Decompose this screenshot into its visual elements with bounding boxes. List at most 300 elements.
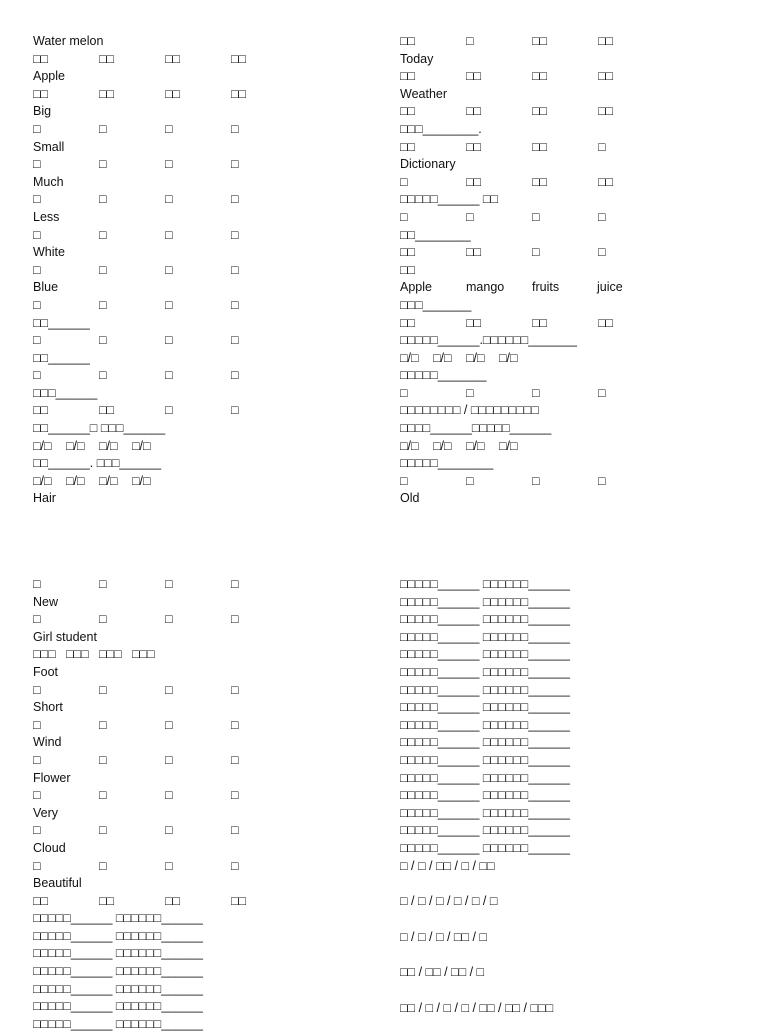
option-1: □ (400, 174, 408, 189)
option-1: □□ (33, 86, 49, 101)
option-4: □ (231, 262, 239, 277)
answer-options (400, 139, 730, 157)
option-1: □□ (400, 245, 416, 260)
question-line (400, 770, 730, 788)
option-1: □ (33, 577, 41, 591)
question-text: Much (33, 174, 64, 189)
option-2: □ (99, 752, 107, 767)
answer-options (33, 402, 333, 420)
question-line (33, 910, 333, 928)
question-line (33, 68, 333, 86)
option-4: □ (231, 858, 239, 873)
question-text: Foot (33, 664, 59, 679)
question-text: □□□□□________ (400, 456, 494, 471)
option-3: □□ (165, 893, 181, 908)
option-2: □/□ (66, 438, 85, 453)
option-4: □ (231, 682, 239, 697)
option-3: □ (165, 227, 173, 242)
question-line (33, 629, 333, 647)
question-text: □□□□□______ □□□□□□______ (400, 629, 570, 644)
question-text: □□□□□______ □□□□□□______ (400, 788, 570, 803)
option-1: □ (33, 368, 41, 383)
question-text: □□□□□□□□ / □□□□□□□□□ (400, 403, 539, 418)
question-text: □□□□□______.□□□□□□_______ (400, 333, 577, 348)
option-3: □/□ (466, 438, 485, 453)
option-3: □ (165, 823, 173, 838)
option-4: □ (231, 403, 239, 418)
question-line (400, 490, 730, 508)
answer-options (400, 68, 730, 86)
true-false-options (33, 438, 333, 456)
option-4: □□ (598, 315, 614, 330)
option-4: □/□ (499, 350, 518, 365)
question-line (33, 490, 333, 508)
option-3: fruits (532, 280, 560, 295)
question-text: □ / □ / □□ / □ / □□ (400, 858, 495, 873)
question-line (400, 964, 730, 982)
question-text: □□□□□______ □□□□□□______ (33, 1016, 203, 1031)
option-1: □ (33, 823, 41, 838)
option-2: □ (99, 227, 107, 242)
question-line (400, 191, 730, 209)
answer-options (400, 103, 730, 121)
option-1: □ (33, 192, 41, 207)
option-1: □□ (33, 893, 49, 908)
answer-options (400, 174, 730, 192)
option-4: □ (231, 788, 239, 803)
option-2: □ (466, 209, 474, 224)
answer-options (33, 121, 333, 139)
question-text: □□ / □□ / □□ / □ (400, 965, 485, 980)
option-2: □□ (466, 69, 482, 84)
question-line (400, 297, 730, 315)
option-2: □ (99, 368, 107, 383)
question-line (400, 646, 730, 664)
question-text: □□□□□______ □□□□□□______ (400, 647, 570, 662)
option-3: □□ (532, 174, 548, 189)
option-3: □ (165, 157, 173, 172)
question-line (33, 174, 333, 192)
question-text: □□□□______□□□□□______ (400, 421, 552, 436)
option-3: □ (165, 333, 173, 348)
answer-options (33, 227, 333, 245)
option-1: □□ (400, 315, 416, 330)
question-line (33, 420, 333, 438)
question-text: □□ / □ / □ / □ / □□ / □□ / □□□ (400, 1000, 554, 1015)
question-line (400, 332, 730, 350)
option-2: □□ (466, 174, 482, 189)
question-text: □□□□□_______ (400, 368, 487, 383)
question-text: □□□□□______ □□□□□□______ (400, 735, 570, 750)
question-line (400, 576, 730, 594)
option-2: □ (99, 612, 107, 627)
question-line (400, 664, 730, 682)
option-2: □ (466, 473, 474, 488)
question-text: □□______ (33, 350, 90, 365)
option-4: □□ (231, 51, 247, 66)
option-3: □/□ (99, 438, 118, 453)
option-4: □/□ (499, 438, 518, 453)
question-text: □□______. □□□______ (33, 456, 162, 471)
option-1: □□ (33, 403, 49, 418)
answer-options (33, 332, 333, 350)
question-text: □□□□□______ □□□□□□______ (400, 805, 570, 820)
question-text: Girl student (33, 629, 97, 644)
option-3: □ (165, 403, 173, 418)
option-2: □ (99, 717, 107, 732)
question-text: Weather (400, 86, 448, 101)
question-line (400, 787, 730, 805)
question-text: □□□______ (33, 385, 98, 400)
option-4: □□ (598, 34, 614, 48)
answer-options (33, 717, 333, 735)
option-3: □/□ (99, 473, 118, 488)
option-1: □ (33, 612, 41, 627)
option-4: □/□ (132, 438, 151, 453)
question-line (400, 227, 730, 245)
question-text: □□□□□______ □□ (400, 192, 499, 207)
question-line (400, 1000, 730, 1018)
question-text: □□□□□______ □□□□□□______ (33, 946, 203, 961)
question-text: □□□□□______ □□□□□□______ (400, 840, 570, 855)
option-3: □ (165, 612, 173, 627)
question-text: Very (33, 805, 59, 820)
question-line (33, 734, 333, 752)
question-line (33, 455, 333, 473)
option-1: □/□ (33, 473, 52, 488)
option-2: □ (466, 34, 474, 48)
question-line (400, 699, 730, 717)
option-3: □ (165, 682, 173, 697)
option-3: □ (165, 192, 173, 207)
option-4: □ (231, 121, 239, 136)
option-2: □□ (466, 245, 482, 260)
option-3: □ (532, 209, 540, 224)
option-2: □/□ (433, 438, 452, 453)
question-text: □□□□□______ □□□□□□______ (400, 770, 570, 785)
option-1: □□ (33, 51, 49, 66)
answer-options (33, 576, 333, 594)
option-2: □ (99, 682, 107, 697)
option-1: □□ (400, 69, 416, 84)
question-line (33, 998, 333, 1016)
question-line (400, 805, 730, 823)
option-2: □□□ (66, 647, 89, 662)
question-line (33, 981, 333, 999)
answer-options (400, 209, 730, 227)
option-2: □/□ (66, 473, 85, 488)
question-line (33, 385, 333, 403)
question-text: □□______ (33, 315, 90, 330)
question-text: □□________ (400, 227, 471, 242)
option-2: □□ (99, 51, 115, 66)
question-line (400, 893, 730, 911)
option-1: □ (33, 262, 41, 277)
option-3: □ (165, 717, 173, 732)
answer-options (33, 367, 333, 385)
option-2: □ (99, 858, 107, 873)
question-text: □□□□□______ □□□□□□______ (400, 664, 570, 679)
question-text: □□□□□______ □□□□□□______ (33, 981, 203, 996)
option-2: mango (466, 280, 505, 295)
question-text: □□□________. (400, 121, 482, 136)
question-text: □□□□□______ □□□□□□______ (33, 928, 203, 943)
question-text: □□□□□______ □□□□□□______ (400, 823, 570, 838)
option-1: □□□ (33, 647, 56, 662)
question-line (400, 51, 730, 69)
option-4: □□ (598, 69, 614, 84)
question-text: □ / □ / □ / □ / □ / □ (400, 894, 498, 909)
question-line (400, 858, 730, 876)
question-line (33, 928, 333, 946)
question-line (400, 717, 730, 735)
option-3: □ (532, 245, 540, 260)
option-1: □ (33, 121, 41, 136)
question-line (400, 420, 730, 438)
option-3: □□ (532, 139, 548, 154)
answer-options (400, 33, 730, 51)
option-4: □□□ (132, 647, 155, 662)
question-line (33, 945, 333, 963)
answer-options (400, 315, 730, 333)
option-1: □/□ (400, 350, 419, 365)
question-line (33, 875, 333, 893)
option-4: □ (231, 333, 239, 348)
question-line (33, 664, 333, 682)
question-text: White (33, 245, 65, 260)
option-2: □ (99, 157, 107, 172)
answer-options (400, 244, 730, 262)
question-text: Water melon (33, 34, 104, 48)
option-4: □ (598, 385, 606, 400)
spacer (400, 946, 730, 964)
question-text: Flower (33, 770, 71, 785)
question-line (400, 682, 730, 700)
option-1: □/□ (400, 438, 419, 453)
question-line (400, 367, 730, 385)
question-line (33, 139, 333, 157)
question-line (400, 752, 730, 770)
option-1: □ (33, 858, 41, 873)
question-text: Old (400, 491, 420, 506)
question-line (33, 699, 333, 717)
option-3: □□ (532, 104, 548, 119)
option-1: □ (33, 333, 41, 348)
question-line (400, 822, 730, 840)
option-1: □ (33, 157, 41, 172)
option-1: □/□ (33, 438, 52, 453)
answer-options (33, 646, 333, 664)
option-3: □ (165, 297, 173, 312)
answer-options (33, 297, 333, 315)
question-line (33, 594, 333, 612)
option-3: □□ (165, 51, 181, 66)
question-text: Apple (33, 69, 65, 84)
question-line (400, 156, 730, 174)
question-text: Blue (33, 280, 59, 295)
question-line (400, 611, 730, 629)
answer-options (33, 262, 333, 280)
option-4: □/□ (132, 473, 151, 488)
option-3: □ (532, 473, 540, 488)
option-2: □ (99, 577, 107, 591)
question-text: Less (33, 209, 60, 224)
question-line (400, 929, 730, 947)
option-3: □□ (532, 34, 548, 48)
question-text: Wind (33, 735, 62, 750)
option-1: Apple (400, 280, 432, 295)
answer-options (400, 279, 730, 297)
option-1: □ (33, 297, 41, 312)
question-text: □□□□□______ □□□□□□______ (400, 700, 570, 715)
option-3: □ (165, 858, 173, 873)
option-2: □ (466, 385, 474, 400)
option-1: □ (33, 717, 41, 732)
option-4: □ (231, 823, 239, 838)
option-1: □ (33, 788, 41, 803)
option-1: □ (400, 385, 408, 400)
question-text: □□□□□______ □□□□□□______ (400, 594, 570, 609)
option-3: □ (165, 788, 173, 803)
question-line (33, 350, 333, 368)
option-4: □ (231, 192, 239, 207)
option-4: □ (231, 717, 239, 732)
option-4: □ (231, 612, 239, 627)
option-1: □□ (400, 139, 416, 154)
question-line (33, 840, 333, 858)
option-4: □□ (231, 86, 247, 101)
question-text: □ / □ / □ / □□ / □ (400, 929, 487, 944)
option-2: □ (99, 262, 107, 277)
question-text: □□□□□______ □□□□□□______ (400, 752, 570, 767)
true-false-options (400, 438, 730, 456)
question-text: □□□_______ (400, 297, 472, 312)
option-2: □ (99, 297, 107, 312)
option-1: □ (400, 209, 408, 224)
option-3: □/□ (466, 350, 485, 365)
option-1: □ (33, 682, 41, 697)
option-4: □ (231, 157, 239, 172)
option-3: □□ (532, 69, 548, 84)
option-3: □□ (165, 86, 181, 101)
question-text: □□□□□______ □□□□□□______ (400, 717, 570, 732)
question-line (33, 1016, 333, 1033)
answer-options (33, 86, 333, 104)
answer-options (33, 822, 333, 840)
question-text: □□□□□______ □□□□□□______ (33, 911, 203, 926)
answer-options (33, 787, 333, 805)
option-4: □ (598, 245, 606, 260)
option-2: □ (99, 192, 107, 207)
question-line (33, 963, 333, 981)
question-text: New (33, 594, 59, 609)
option-3: □ (165, 577, 173, 591)
option-4: □ (231, 227, 239, 242)
option-4: □ (231, 752, 239, 767)
question-text: Short (33, 700, 63, 715)
option-4: □ (598, 209, 606, 224)
option-1: □ (400, 473, 408, 488)
option-2: □ (99, 823, 107, 838)
option-4: juice (597, 280, 623, 295)
option-1: □ (33, 227, 41, 242)
question-line (400, 455, 730, 473)
option-4: □ (231, 577, 239, 591)
option-4: □□ (598, 174, 614, 189)
answer-options (33, 858, 333, 876)
question-line (400, 86, 730, 104)
option-2: □/□ (433, 350, 452, 365)
worksheet-bottom-left (33, 576, 333, 1033)
question-line (33, 805, 333, 823)
option-4: □ (231, 368, 239, 383)
question-text: Dictionary (400, 157, 456, 172)
question-line (400, 734, 730, 752)
option-4: □ (598, 473, 606, 488)
question-line (400, 262, 730, 280)
option-3: □□□ (99, 647, 122, 662)
answer-options (33, 156, 333, 174)
option-2: □ (99, 788, 107, 803)
question-line (400, 402, 730, 420)
option-2: □□ (466, 315, 482, 330)
question-text: Small (33, 139, 65, 154)
option-2: □ (99, 121, 107, 136)
answer-options (400, 473, 730, 491)
option-2: □□ (99, 403, 115, 418)
true-false-options (33, 473, 333, 491)
answer-options (33, 611, 333, 629)
answer-options (33, 51, 333, 69)
question-line (33, 315, 333, 333)
worksheet-bottom-right (400, 576, 730, 1017)
question-text: □□□□□______ □□□□□□______ (400, 577, 570, 591)
worksheet-top-left (33, 33, 333, 508)
true-false-options (400, 350, 730, 368)
answer-options (33, 752, 333, 770)
question-line (33, 770, 333, 788)
option-4: □□ (231, 893, 247, 908)
answer-options (33, 191, 333, 209)
answer-options (400, 385, 730, 403)
option-1: □□ (400, 34, 416, 48)
question-line (400, 121, 730, 139)
answer-options (33, 893, 333, 911)
answer-options (33, 682, 333, 700)
spacer (400, 911, 730, 929)
option-4: □ (231, 297, 239, 312)
question-text: Cloud (33, 840, 66, 855)
option-4: □□ (598, 104, 614, 119)
option-4: □ (598, 139, 606, 154)
question-text: Beautiful (33, 876, 82, 891)
worksheet-top-right (400, 33, 730, 508)
question-line (400, 840, 730, 858)
question-text: □□□□□______ □□□□□□______ (400, 682, 570, 697)
option-3: □ (165, 752, 173, 767)
option-2: □ (99, 333, 107, 348)
option-1: □ (33, 752, 41, 767)
question-line (400, 629, 730, 647)
question-text: □□□□□______ □□□□□□______ (33, 999, 203, 1014)
question-line (33, 209, 333, 227)
question-text: □□ (400, 262, 416, 277)
question-text: Today (400, 51, 434, 66)
question-line (33, 279, 333, 297)
spacer (400, 982, 730, 1000)
question-text: □□______□ □□□______ (33, 421, 166, 436)
option-2: □□ (99, 86, 115, 101)
